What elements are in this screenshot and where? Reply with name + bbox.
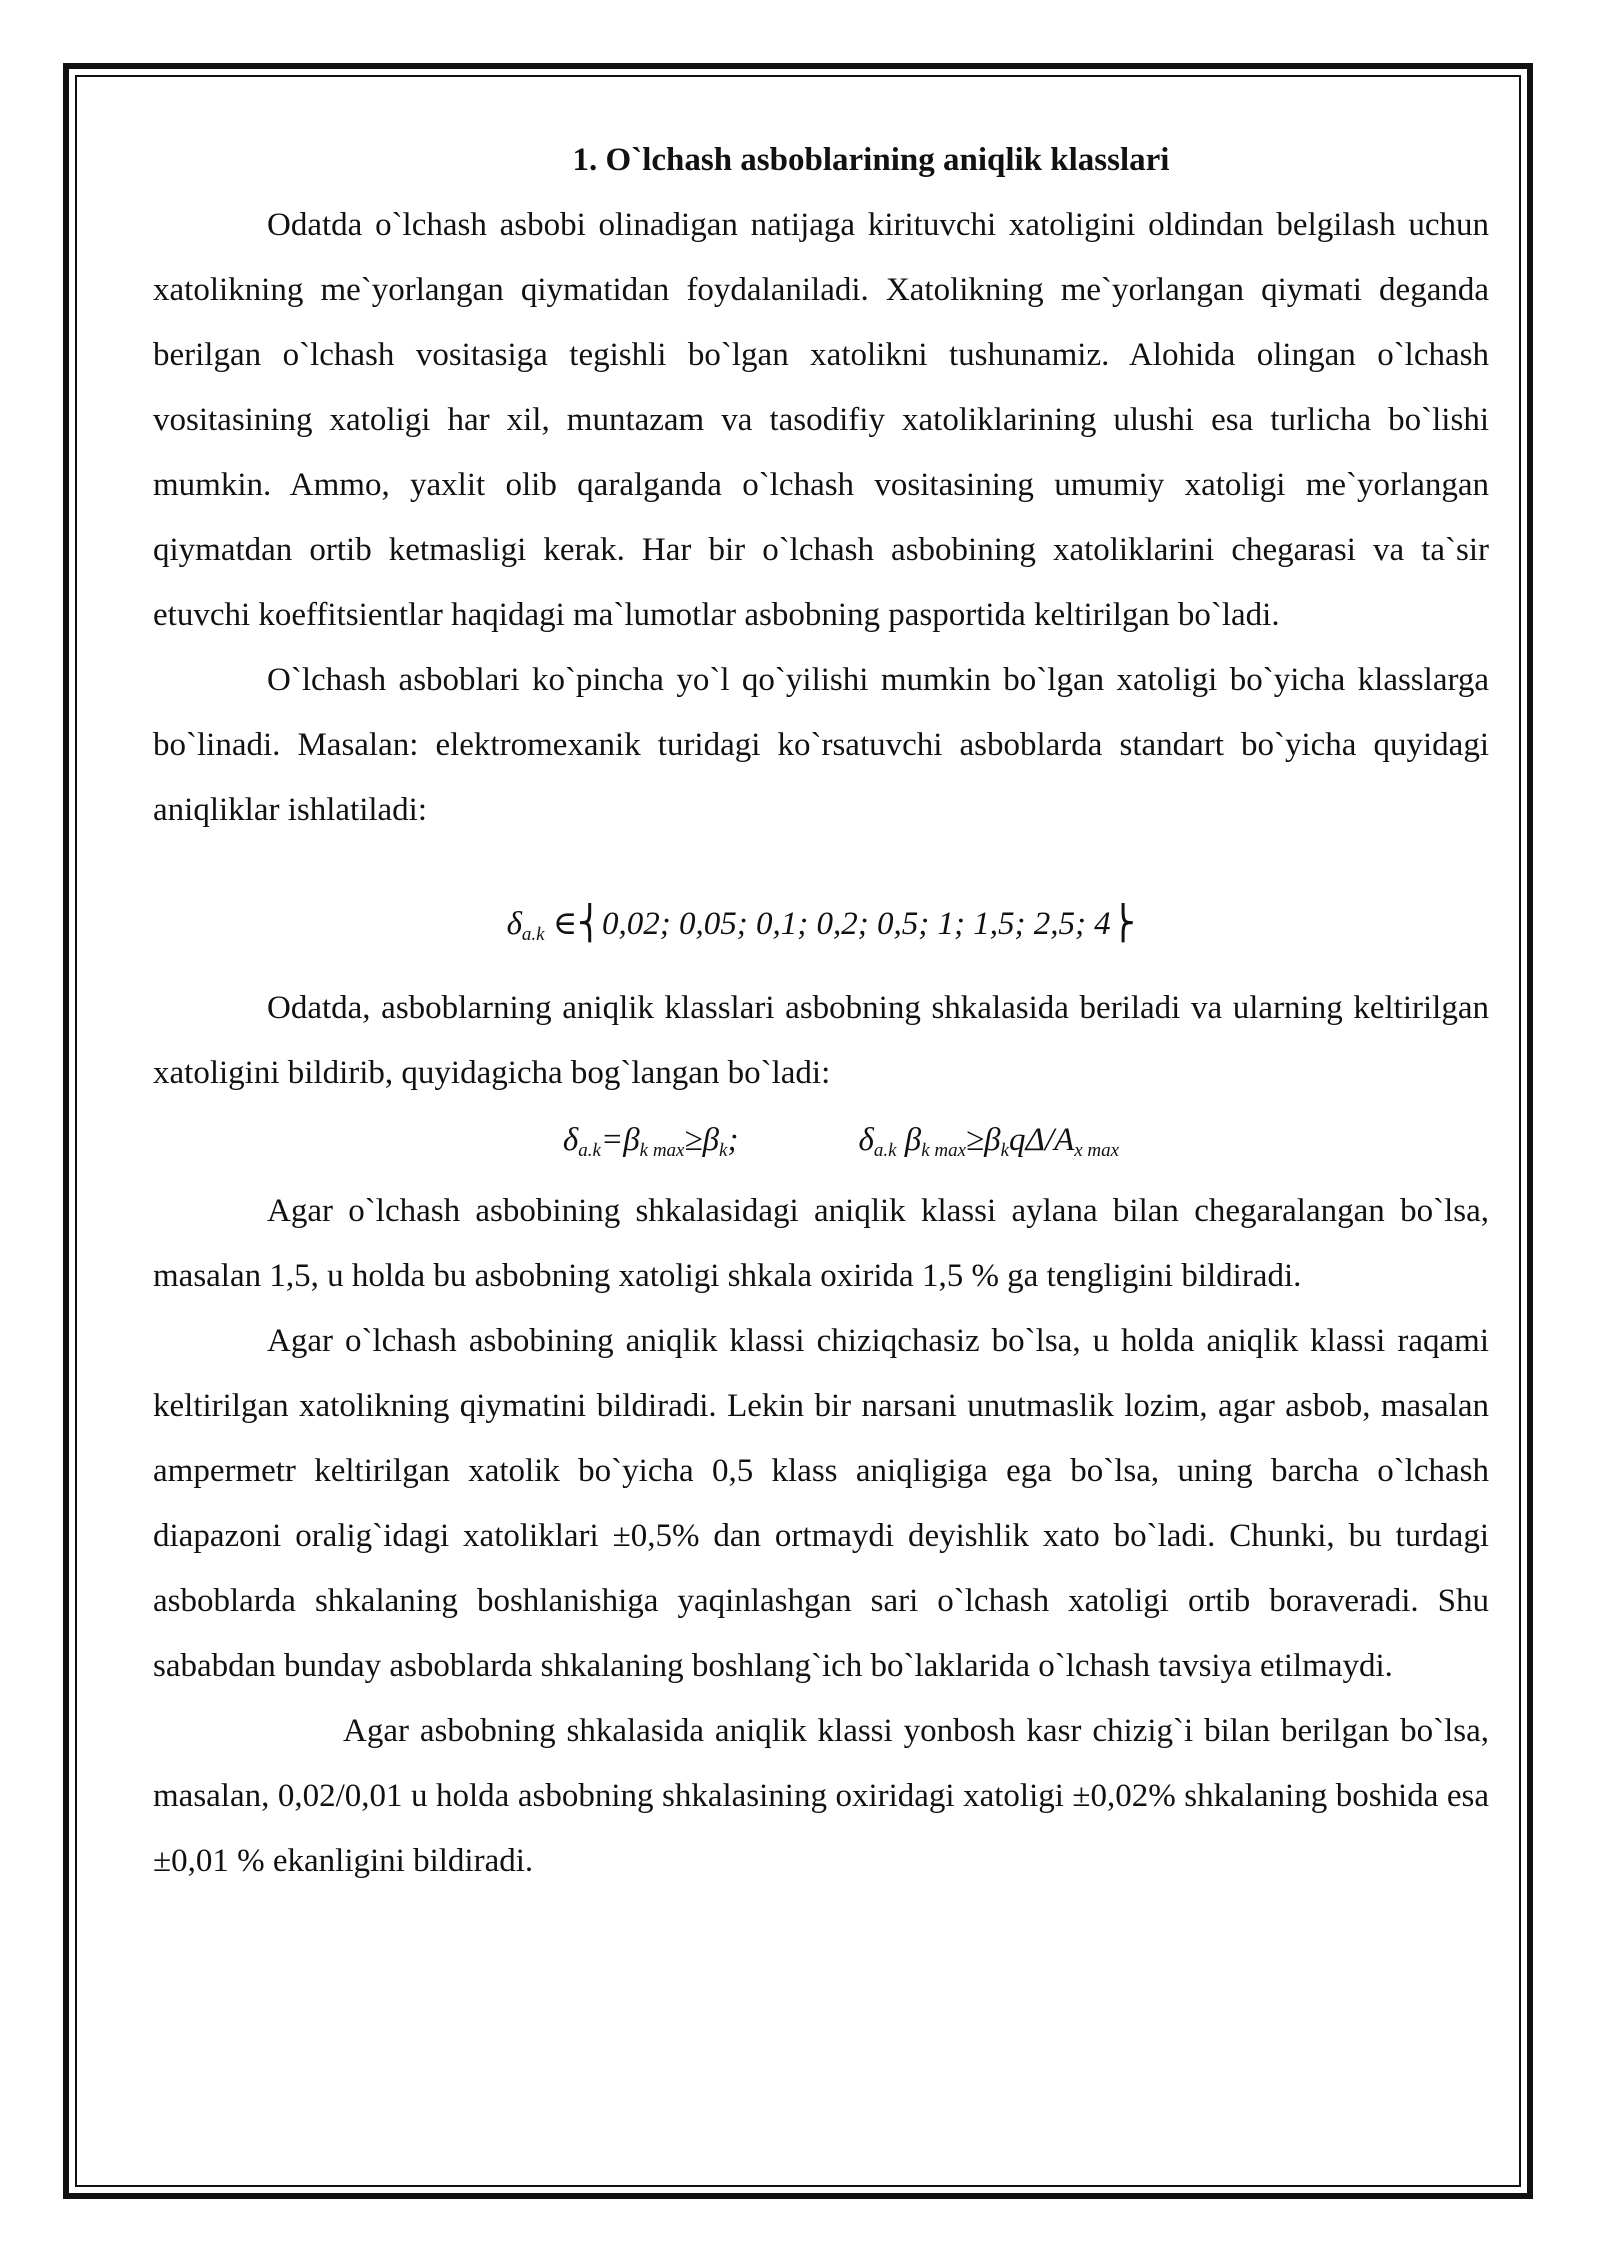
formula-right [858, 1122, 1120, 1161]
formula-left-delta: δ [562, 1122, 579, 1158]
formula-right-tail: qΔ/A [1009, 1122, 1075, 1158]
formula-right-ge: ≥ [966, 1122, 985, 1158]
formula-right-beta: β [984, 1122, 1001, 1158]
reduced-error-formula [153, 1106, 1489, 1179]
formula-left-ge: ≥ [684, 1122, 703, 1158]
formula-left-beta-max-sub: k max [639, 1140, 685, 1161]
paragraph-6: Agar asbobning shkalasida aniqlik klassi yonbosh kasr chizig`i bilan berilgan bo`lsa, masalan, 0,02/0,01 u holda asbobning shkalasining oxiridagi xatoligi ±0,02% shkalaning boshida esa ±0,01 % ekanligini bildiradi. [153, 1713, 1489, 1879]
formula-left-delta-sub: a.k [578, 1140, 601, 1161]
paragraph-2: O`lchash asboblari ko`pincha yo`l qo`yilishi mumkin bo`lgan xatoligi bo`yicha klasslarga bo`linadi. Masalan: elektromexanik turidagi ko`rsatuvchi asboblarda standart bo`yicha quyidagi aniqliklar ishlatiladi: [153, 662, 1489, 828]
paragraph-5: Agar o`lchash asbobining aniqlik klassi chiziqchasiz bo`lsa, u holda aniqlik klassi raqami keltirilgan xatolikning qiymatini bildiradi. Lekin bir narsani unutmaslik lozim, agar asbob, masalan ampermetr keltirilgan xatolik bo`yicha 0,5 klass aniqligiga ega bo`lsa, uning barcha o`lchash diapazoni oralig`idagi xatoliklari ±0,5% dan ortmaydi deyishlik xato bo`ladi. Chunki, bu turdagi asboblarda shkalaning boshlanishiga yaqinlashgan sari o`lchash xatoligi ortib boraveradi. Shu sababdan bunday asboblarda shkalaning boshlang`ich bo`laklarida o`lchash tavsiya etilmaydi. [153, 1323, 1489, 1684]
document-body [153, 128, 1489, 1894]
paragraph-4: Agar o`lchash asbobining shkalasidagi aniqlik klassi aylana bilan chegaralangan bo`lsa, masalan 1,5, u holda bu asbobning xatoligi shkala oxirida 1,5 % ga tengligini bildiradi. [153, 1193, 1489, 1294]
accuracy-class-set: ∈⎨0,02; 0,05; 0,1; 0,2; 0,5; 1; 1,5; 2,5; 4⎬ [544, 906, 1136, 942]
formula-left-semicolon: ; [727, 1122, 739, 1158]
formula-left-equals: = [600, 1122, 624, 1158]
delta-symbol: δ [506, 906, 522, 942]
formula-right-delta: δ [858, 1122, 874, 1158]
delta-subscript: a.k [521, 924, 545, 945]
formula-right-beta-max: β [896, 1122, 922, 1158]
formula-left-beta: β [702, 1122, 720, 1158]
section-title: 1. O`lchash asboblarining aniqlik klasslari [572, 142, 1170, 178]
formula-right-tail-sub: x max [1074, 1140, 1120, 1161]
accuracy-classes-formula [153, 889, 1489, 964]
paragraph-3: Odatda, asboblarning aniqlik klasslari asbobning shkalasida beriladi va ularning keltirilgan xatoligini bildirib, quyidagicha bog`langan bo`ladi: [153, 990, 1489, 1091]
formula-right-beta-sub: k [1000, 1140, 1010, 1161]
formula-right-beta-max-sub: k max [921, 1140, 967, 1161]
formula-right-delta-sub: a.k [873, 1140, 897, 1161]
formula-left-beta-sub: k [719, 1140, 728, 1161]
formula-left [562, 1122, 739, 1161]
formula-left-beta-max: β [623, 1122, 640, 1158]
paragraph-1: Odatda o`lchash asbobi olinadigan natijaga kirituvchi xatoligini oldindan belgilash uchun xatolikning me`yorlangan qiymatidan foydalaniladi. Xatolikning me`yorlangan qiymati deganda berilgan o`lchash vositasiga tegishli bo`lgan xatolikni tushunamiz. Alohida olingan o`lchash vositasining xatoligi har xil, muntazam va tasodifiy xatoliklarining ulushi esa turlicha bo`lishi mumkin. Ammo, yaxlit olib qaralganda o`lchash vositasining umumiy xatoligi me`yorlangan qiymatdan ortib ketmasligi kerak. Har bir o`lchash asbobining xatoliklarini chegarasi va ta`sir etuvchi koeffitsientlar haqidagi ma`lumotlar asbobning pasportida keltirilgan bo`ladi. [153, 207, 1489, 633]
